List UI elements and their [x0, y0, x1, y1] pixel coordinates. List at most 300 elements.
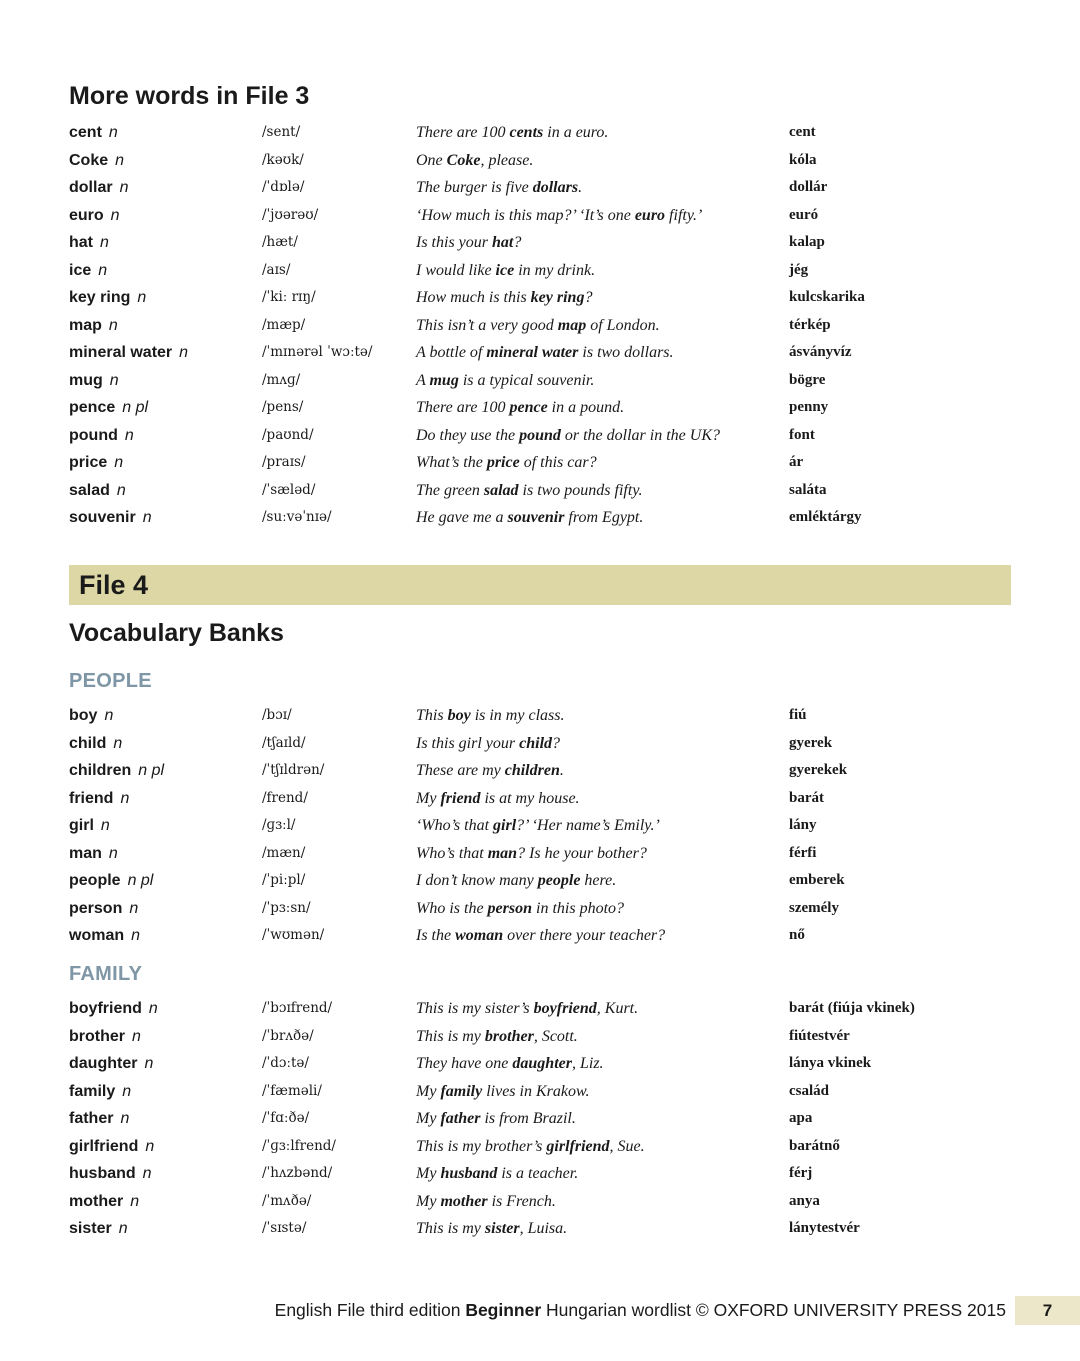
part-of-speech: n: [120, 789, 130, 807]
headword-text: price: [69, 454, 108, 471]
example-text: One: [416, 151, 447, 169]
table-row: [0, 477, 1080, 505]
part-of-speech: n: [108, 124, 118, 141]
headword: [69, 449, 123, 477]
headword: [69, 757, 164, 785]
hungarian-translation: kóla: [789, 151, 817, 168]
example-keyword: dollars: [532, 179, 579, 196]
example-keyword: person: [487, 899, 532, 917]
part-of-speech: n: [116, 481, 126, 499]
example-text: Who’s that: [416, 844, 488, 862]
example-text: ‘Who’s that: [416, 817, 494, 834]
example-text: is a teacher.: [497, 1165, 579, 1182]
part-of-speech: n: [148, 1000, 158, 1017]
headword: [69, 1133, 154, 1161]
table-row: [0, 1160, 1080, 1188]
headword-text: boyfriend: [69, 1000, 142, 1017]
table-row: [0, 394, 1080, 422]
example-keyword: souvenir: [507, 509, 565, 526]
part-of-speech: n: [129, 899, 139, 917]
example-text: ?’ ‘Her name’s Emily.’: [516, 817, 660, 834]
hungarian-translation: férfi: [789, 844, 817, 861]
phonetic-transcription: /tʃaɪld/: [262, 734, 306, 751]
table-row: [0, 339, 1080, 367]
hungarian-translation: térkép: [789, 316, 831, 333]
phonetic-transcription: /ɡɜːl/: [262, 817, 296, 833]
headword-text: key ring: [69, 289, 131, 306]
headword: [69, 284, 146, 312]
footer-text-after: Hungarian wordlist © OXFORD UNIVERSITY PRESS 2015: [541, 1300, 1006, 1320]
page-number: 7: [1042, 1301, 1053, 1320]
part-of-speech: n: [131, 927, 141, 944]
hungarian-translation: lány: [789, 817, 817, 833]
example-keyword: euro: [634, 206, 666, 224]
example-text: ?: [513, 234, 522, 251]
example-text: ?: [584, 289, 593, 306]
phonetic-transcription: /ˈdɔːtə/: [262, 1055, 309, 1071]
part-of-speech: n: [130, 1192, 140, 1210]
phonetic-transcription: /aɪs/: [262, 261, 291, 278]
hungarian-translation: font: [789, 426, 815, 443]
example-sentence: [416, 147, 533, 175]
example-keyword: ice: [495, 261, 515, 279]
example-text: What’s the: [416, 454, 487, 471]
headword-text: mother: [69, 1192, 124, 1210]
part-of-speech: n: [144, 1055, 154, 1072]
example-text: My: [416, 1082, 441, 1100]
example-keyword: father: [440, 1110, 481, 1127]
part-of-speech: n: [119, 179, 129, 196]
example-text: My: [416, 1192, 441, 1210]
example-text: fifty.’: [665, 206, 703, 224]
table-row: [0, 895, 1080, 923]
example-sentence: [416, 1160, 578, 1188]
example-keyword: daughter: [512, 1055, 572, 1072]
example-sentence: [416, 785, 580, 813]
phonetic-transcription: /ˈkiː rɪŋ/: [262, 289, 316, 305]
headword-text: woman: [69, 927, 125, 944]
example-text: , Liz.: [571, 1055, 604, 1072]
phonetic-transcription: /mʌɡ/: [262, 371, 301, 388]
headword: [69, 867, 153, 895]
part-of-speech: n: [98, 261, 108, 279]
example-keyword: girlfriend: [546, 1137, 610, 1155]
headword: [69, 1105, 129, 1133]
headword-text: cent: [69, 124, 102, 141]
example-keyword: boy: [447, 707, 471, 724]
hungarian-translation: fiú: [789, 707, 807, 723]
example-text: They have one: [416, 1055, 513, 1072]
phonetic-transcription: /ˈbrʌðə/: [262, 1027, 314, 1044]
example-keyword: friend: [440, 789, 481, 807]
headword: [69, 257, 107, 285]
table-row: [0, 812, 1080, 840]
part-of-speech: n pl: [122, 399, 149, 416]
example-text: The green: [416, 481, 484, 499]
table-row: [0, 504, 1080, 532]
example-keyword: sister: [484, 1220, 520, 1237]
example-keyword: mug: [429, 371, 459, 389]
headword: [69, 812, 110, 840]
example-keyword: cents: [509, 124, 544, 141]
phonetic-transcription: /ˈfɑːðə/: [262, 1110, 310, 1126]
hungarian-translation: penny: [789, 399, 829, 415]
headword: [69, 229, 109, 257]
headword-text: girlfriend: [69, 1137, 139, 1155]
hungarian-translation: kulcskarika: [789, 289, 865, 305]
table-row: [0, 257, 1080, 285]
headword: [69, 1023, 141, 1051]
phonetic-transcription: /kəʊk/: [262, 151, 304, 168]
example-text: Is the: [416, 927, 456, 944]
table-row: [0, 785, 1080, 813]
example-sentence: [416, 895, 624, 923]
table-row: [0, 1215, 1080, 1243]
table-row: [0, 119, 1080, 147]
table-row: [0, 757, 1080, 785]
example-sentence: [416, 394, 624, 422]
example-text: , Scott.: [533, 1027, 578, 1045]
headword-text: boy: [69, 707, 98, 724]
part-of-speech: n: [115, 151, 125, 169]
phonetic-transcription: /ˈɡɜːlfrend/: [262, 1137, 336, 1154]
table-row: [0, 422, 1080, 450]
part-of-speech: n: [145, 1137, 155, 1155]
example-text: is from Brazil.: [480, 1110, 576, 1127]
example-sentence: [416, 284, 592, 312]
example-sentence: [416, 757, 564, 785]
hungarian-translation: bögre: [789, 371, 826, 388]
example-text: in a euro.: [543, 124, 609, 141]
headword: [69, 202, 120, 230]
headword: [69, 504, 152, 532]
headword: [69, 840, 118, 868]
headword-text: salad: [69, 481, 110, 499]
phonetic-transcription: /praɪs/: [262, 454, 306, 470]
phonetic-transcription: /mæp/: [262, 316, 306, 333]
example-keyword: husband: [440, 1165, 498, 1182]
example-text: The burger is five: [416, 179, 533, 196]
headword: [69, 1160, 152, 1188]
example-sentence: [416, 1133, 645, 1161]
example-text: in a pound.: [547, 399, 625, 416]
table-row: [0, 1188, 1080, 1216]
headword-text: sister: [69, 1220, 112, 1237]
headword-text: people: [69, 872, 121, 889]
example-text: in my drink.: [514, 261, 596, 279]
table-row: [0, 1023, 1080, 1051]
table-row: [0, 1133, 1080, 1161]
table-row: [0, 1050, 1080, 1078]
part-of-speech: n: [120, 1110, 130, 1127]
headword: [69, 147, 124, 175]
headword: [69, 922, 140, 950]
headword-text: euro: [69, 206, 104, 224]
example-sentence: [416, 730, 560, 758]
example-text: of London.: [586, 316, 660, 334]
example-keyword: map: [557, 316, 587, 334]
headword: [69, 477, 126, 505]
hungarian-translation: gyerekek: [789, 762, 848, 778]
table-row: [0, 174, 1080, 202]
part-of-speech: n: [108, 844, 118, 862]
page-number-box: [1015, 1296, 1080, 1325]
example-sentence: [416, 257, 595, 285]
word-list-people: [0, 702, 1080, 950]
hungarian-translation: férj: [789, 1165, 813, 1181]
example-keyword: mother: [440, 1192, 488, 1210]
table-row: [0, 702, 1080, 730]
category-heading-people: PEOPLE: [69, 670, 152, 692]
table-row: [0, 867, 1080, 895]
vocabulary-banks-heading: Vocabulary Banks: [69, 619, 284, 647]
hungarian-translation: emberek: [789, 872, 845, 888]
headword: [69, 1188, 139, 1216]
headword-text: dollar: [69, 179, 113, 196]
example-text: These are my: [416, 762, 505, 779]
example-sentence: [416, 995, 638, 1023]
headword-text: family: [69, 1082, 116, 1100]
example-text: There are 100: [416, 124, 510, 141]
headword-text: man: [69, 844, 102, 862]
phonetic-transcription: /pens/: [262, 399, 304, 415]
example-keyword: Coke: [446, 151, 481, 169]
table-row: [0, 202, 1080, 230]
example-keyword: key ring: [530, 289, 585, 306]
table-row: [0, 367, 1080, 395]
example-sentence: [416, 1078, 589, 1106]
example-text: , Kurt.: [596, 1000, 639, 1017]
example-keyword: brother: [484, 1027, 534, 1045]
example-sentence: [416, 1105, 576, 1133]
phonetic-transcription: /ˈsæləd/: [262, 481, 316, 498]
example-sentence: [416, 367, 594, 395]
hungarian-translation: dollár: [789, 179, 828, 195]
hungarian-translation: saláta: [789, 481, 827, 498]
example-text: Do they use the: [416, 426, 520, 444]
phonetic-transcription: /ˈpɜːsn/: [262, 899, 311, 916]
headword: [69, 312, 118, 340]
hungarian-translation: emléktárgy: [789, 509, 862, 525]
example-sentence: [416, 312, 660, 340]
phonetic-transcription: /paʊnd/: [262, 426, 314, 443]
table-row: [0, 147, 1080, 175]
example-text: This is my brother’s: [416, 1137, 547, 1155]
category-heading-family: FAMILY: [69, 963, 143, 985]
table-row: [0, 449, 1080, 477]
headword: [69, 174, 128, 202]
headword: [69, 119, 118, 147]
table-row: [0, 730, 1080, 758]
headword-text: Coke: [69, 151, 109, 169]
example-text: here.: [580, 872, 617, 889]
hungarian-translation: barát: [789, 789, 824, 806]
example-text: My: [416, 1110, 441, 1127]
example-sentence: [416, 922, 665, 950]
example-text: is at my house.: [480, 789, 580, 807]
example-text: over there your teacher?: [503, 927, 666, 944]
headword: [69, 895, 138, 923]
hungarian-translation: barátnő: [789, 1137, 840, 1154]
example-sentence: [416, 1188, 556, 1216]
phonetic-transcription: /ˈtʃɪldrən/: [262, 762, 325, 778]
example-keyword: family: [440, 1082, 483, 1100]
example-text: He gave me a: [416, 509, 508, 526]
headword: [69, 394, 148, 422]
phonetic-transcription: /hæt/: [262, 234, 298, 250]
hungarian-translation: fiútestvér: [789, 1027, 850, 1044]
example-text: is a typical souvenir.: [458, 371, 595, 389]
example-sentence: [416, 812, 660, 840]
part-of-speech: n pl: [127, 872, 154, 889]
hungarian-translation: anya: [789, 1192, 820, 1209]
example-sentence: [416, 840, 647, 868]
example-text: .: [578, 179, 583, 196]
example-keyword: price: [486, 454, 520, 471]
part-of-speech: n: [118, 1220, 128, 1237]
hungarian-translation: kalap: [789, 234, 825, 250]
headword-text: child: [69, 734, 107, 752]
example-keyword: hat: [492, 234, 514, 251]
footer-text-before: English File third edition: [274, 1300, 466, 1320]
hungarian-translation: ásványvíz: [789, 344, 852, 360]
example-text: My: [416, 789, 441, 807]
headword-text: mug: [69, 371, 103, 389]
part-of-speech: n: [100, 234, 109, 251]
headword: [69, 339, 188, 367]
headword-text: children: [69, 762, 132, 779]
part-of-speech: n: [108, 316, 118, 334]
headword: [69, 1050, 153, 1078]
example-text: from Egypt.: [564, 509, 644, 526]
example-text: My: [416, 1165, 441, 1182]
headword-text: pence: [69, 399, 116, 416]
hungarian-translation: személy: [789, 899, 839, 916]
example-keyword: woman: [455, 927, 504, 944]
phonetic-transcription: /ˈsɪstə/: [262, 1220, 307, 1236]
headword-text: map: [69, 316, 102, 334]
section-heading-file3: More words in File 3: [69, 82, 310, 110]
example-text: or the dollar in the UK?: [560, 426, 720, 444]
example-text: , Luisa.: [519, 1220, 568, 1237]
example-text: Is this girl your: [416, 734, 520, 752]
part-of-speech: n: [100, 817, 110, 834]
footer-copyright: [275, 1296, 1006, 1324]
example-text: A bottle of: [416, 344, 487, 361]
example-sentence: [416, 119, 608, 147]
example-text: of this car?: [519, 454, 597, 471]
phonetic-transcription: /mæn/: [262, 844, 306, 861]
headword-text: girl: [69, 817, 94, 834]
part-of-speech: n pl: [138, 762, 165, 779]
example-keyword: salad: [483, 481, 519, 499]
example-text: This: [416, 707, 448, 724]
headword-text: daughter: [69, 1055, 138, 1072]
phonetic-transcription: /bɔɪ/: [262, 707, 292, 723]
hungarian-translation: cent: [789, 124, 816, 140]
phonetic-transcription: /ˈwʊmən/: [262, 927, 325, 943]
example-keyword: people: [537, 872, 581, 889]
headword-text: brother: [69, 1027, 125, 1045]
part-of-speech: n: [110, 206, 120, 224]
part-of-speech: n: [122, 1082, 132, 1100]
hungarian-translation: euró: [789, 206, 819, 223]
phonetic-transcription: /ˈpiːpl/: [262, 872, 306, 888]
example-keyword: child: [519, 734, 553, 752]
table-row: [0, 922, 1080, 950]
headword-text: person: [69, 899, 123, 917]
part-of-speech: n: [113, 734, 123, 752]
example-text: .: [559, 762, 564, 779]
hungarian-translation: ár: [789, 454, 804, 470]
example-text: This is my sister’s: [416, 1000, 534, 1017]
word-list-file3: [0, 119, 1080, 532]
file-banner: [69, 565, 1011, 605]
headword: [69, 730, 122, 758]
example-keyword: pence: [509, 399, 548, 416]
phonetic-transcription: /ˈdɒlə/: [262, 179, 305, 195]
example-keyword: pound: [519, 426, 561, 444]
example-text: is two dollars.: [578, 344, 674, 361]
example-sentence: [416, 477, 643, 505]
word-list-family: [0, 995, 1080, 1243]
example-sentence: [416, 422, 720, 450]
footer-text-bold: Beginner: [465, 1300, 542, 1320]
example-sentence: [416, 702, 564, 730]
table-row: [0, 312, 1080, 340]
example-text: How much is this: [416, 289, 531, 306]
example-text: A: [416, 371, 430, 389]
example-keyword: man: [487, 844, 518, 862]
phonetic-transcription: /ˈjʊərəʊ/: [262, 206, 319, 223]
headword-text: hat: [69, 234, 93, 251]
example-text: ‘How much is this map?’ ‘It’s one: [416, 206, 635, 224]
table-row: [0, 284, 1080, 312]
part-of-speech: n: [142, 509, 152, 526]
hungarian-translation: család: [789, 1082, 830, 1099]
headword-text: mineral water: [69, 344, 173, 361]
example-sentence: [416, 202, 702, 230]
hungarian-translation: apa: [789, 1110, 813, 1126]
example-sentence: [416, 174, 582, 202]
headword-text: ice: [69, 261, 92, 279]
example-sentence: [416, 1050, 604, 1078]
part-of-speech: n: [137, 289, 147, 306]
headword: [69, 995, 158, 1023]
part-of-speech: n: [132, 1027, 141, 1045]
table-row: [0, 1078, 1080, 1106]
hungarian-translation: lánya vkinek: [789, 1055, 872, 1071]
example-sentence: [416, 229, 521, 257]
hungarian-translation: nő: [789, 927, 805, 943]
part-of-speech: n: [114, 454, 124, 471]
headword-text: father: [69, 1110, 114, 1127]
example-text: is in my class.: [470, 707, 565, 724]
file-banner-label: File 4: [79, 570, 149, 600]
part-of-speech: n: [109, 371, 119, 389]
example-text: Who is the: [416, 899, 488, 917]
example-text: This isn’t a very good: [416, 316, 558, 334]
phonetic-transcription: /sent/: [262, 124, 301, 140]
example-sentence: [416, 1023, 578, 1051]
example-text: I don’t know many: [416, 872, 538, 889]
example-sentence: [416, 867, 616, 895]
example-sentence: [416, 1215, 567, 1243]
example-text: I would like: [416, 261, 496, 279]
example-text: , Sue.: [609, 1137, 645, 1155]
part-of-speech: n: [124, 426, 134, 444]
example-text: lives in Krakow.: [482, 1082, 590, 1100]
